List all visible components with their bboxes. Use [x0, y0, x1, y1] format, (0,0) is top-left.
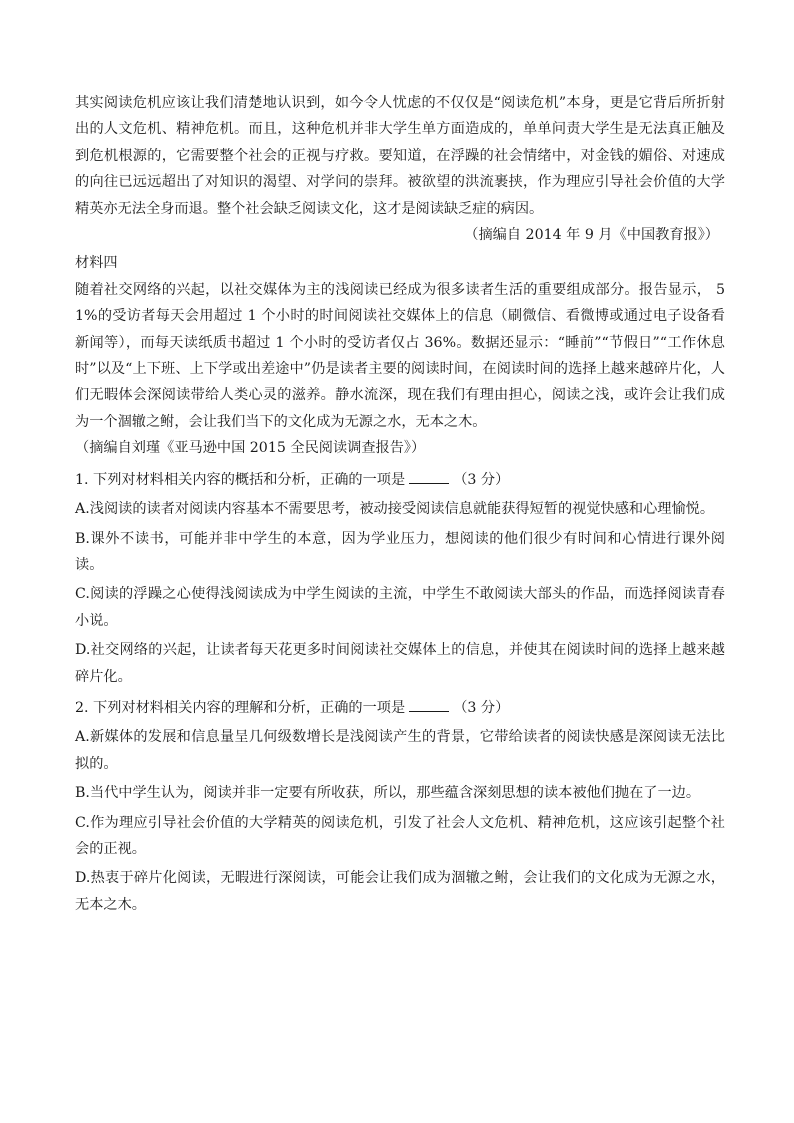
- question-2-option-b: B.当代中学生认为，阅读并非一定要有所收获，所以，那些蕴含深刻思想的读本被他们抛在了一边。: [75, 785, 701, 802]
- question-2: [75, 695, 725, 918]
- question-2-option-c: C.作为理应引导社会价值的大学精英的阅读危机，引发了社会人文危机、精神危机，这应该引起整个社会的正视。: [75, 814, 725, 857]
- answer-blank-2: [409, 697, 449, 712]
- paragraph-material-3-end: 其实阅读危机应该让我们清楚地认识到，如今令人忧虑的不仅仅是“阅读危机”本身，更是它背后所折射出的人文危机、精神危机。而且，这种危机并非大学生单方面造成的，单单问责大学生是无法真正触及到危机根源的，它需要整个社会的正视与疗救。要知道，在浮躁的社会情绪中，对金钱的媚俗、对速成的向往已远远超出了对知识的渴望、对学问的崇拜。被欲望的洪流裹挟，作为理应引导社会价值的大学精英亦无法全身而退。整个社会缺乏阅读文化，这才是阅读缺乏症的病因。: [75, 95, 725, 217]
- paragraph-material-4: 随着社交网络的兴起，以社交媒体为主的浅阅读已经成为很多读者生活的重要组成部分。报告显示， 51%的受访者每天会用超过 1 个小时的时间阅读社交媒体上的信息（刷微信、看微博或通过电子设备看新闻等），而每天读纸质书超过 1 个小时的受访者仅占 36%。数据还显示：“睡前”“节假日”“工作休息时”以及“上下班、上下学或出差途中”仍是读者主要的阅读时间，在阅读时间的选择上越来越碎片化，人们无暇体会深阅读带给人类心灵的滋养。静水流深，现在我们有理由担心，阅读之浅，或许会让我们成为一个涸辙之鲋，会让我们当下的文化成为无源之水，无本之木。: [75, 281, 725, 430]
- question-2-option-a: A.新媒体的发展和信息量呈几何级数增长是浅阅读产生的背景，它带给读者的阅读快感是深阅读无法比拟的。: [75, 729, 725, 772]
- question-1-stem: [75, 467, 725, 493]
- question-1: [75, 467, 725, 690]
- source-citation-1: （摘编自 2014 年 9 月《中国教育报》）: [464, 227, 719, 244]
- question-1-option-b: B.课外不读书，可能并非中学生的本意，因为学业压力，想阅读的他们很少有时间和心情进行课外阅读。: [75, 530, 725, 573]
- question-2-stem: [75, 695, 725, 721]
- question-2-option-d: D.热衷于碎片化阅读，无暇进行深阅读，可能会让我们成为涸辙之鲋，会让我们的文化成为无源之水，无本之木。: [75, 870, 725, 913]
- question-2-points: （3 分）: [453, 699, 510, 716]
- question-1-points: （3 分）: [453, 471, 510, 488]
- question-1-option-a: A.浅阅读的读者对阅读内容基本不需要思考，被动接受阅读信息就能获得短暂的视觉快感和心理愉悦。: [75, 501, 715, 518]
- question-1-option-c: C.阅读的浮躁之心使得浅阅读成为中学生阅读的主流，中学生不敢阅读大部头的作品，而选择阅读青春小说。: [75, 586, 725, 629]
- material-4-heading: 材料四: [75, 255, 118, 272]
- answer-blank-1: [409, 469, 449, 484]
- document-page: [75, 90, 725, 918]
- question-2-stem-text: 2. 下列对材料相关内容的理解和分析，正确的一项是: [75, 699, 406, 716]
- source-citation-2: （摘编自刘瑾《亚马逊中国 2015 全民阅读调查报告》）: [75, 440, 426, 457]
- question-1-option-d: D.社交网络的兴起，让读者每天花更多时间阅读社交媒体上的信息，并使其在阅读时间的选择上越来越碎片化。: [75, 642, 725, 685]
- question-1-stem-text: 1. 下列对材料相关内容的概括和分析，正确的一项是: [75, 471, 406, 488]
